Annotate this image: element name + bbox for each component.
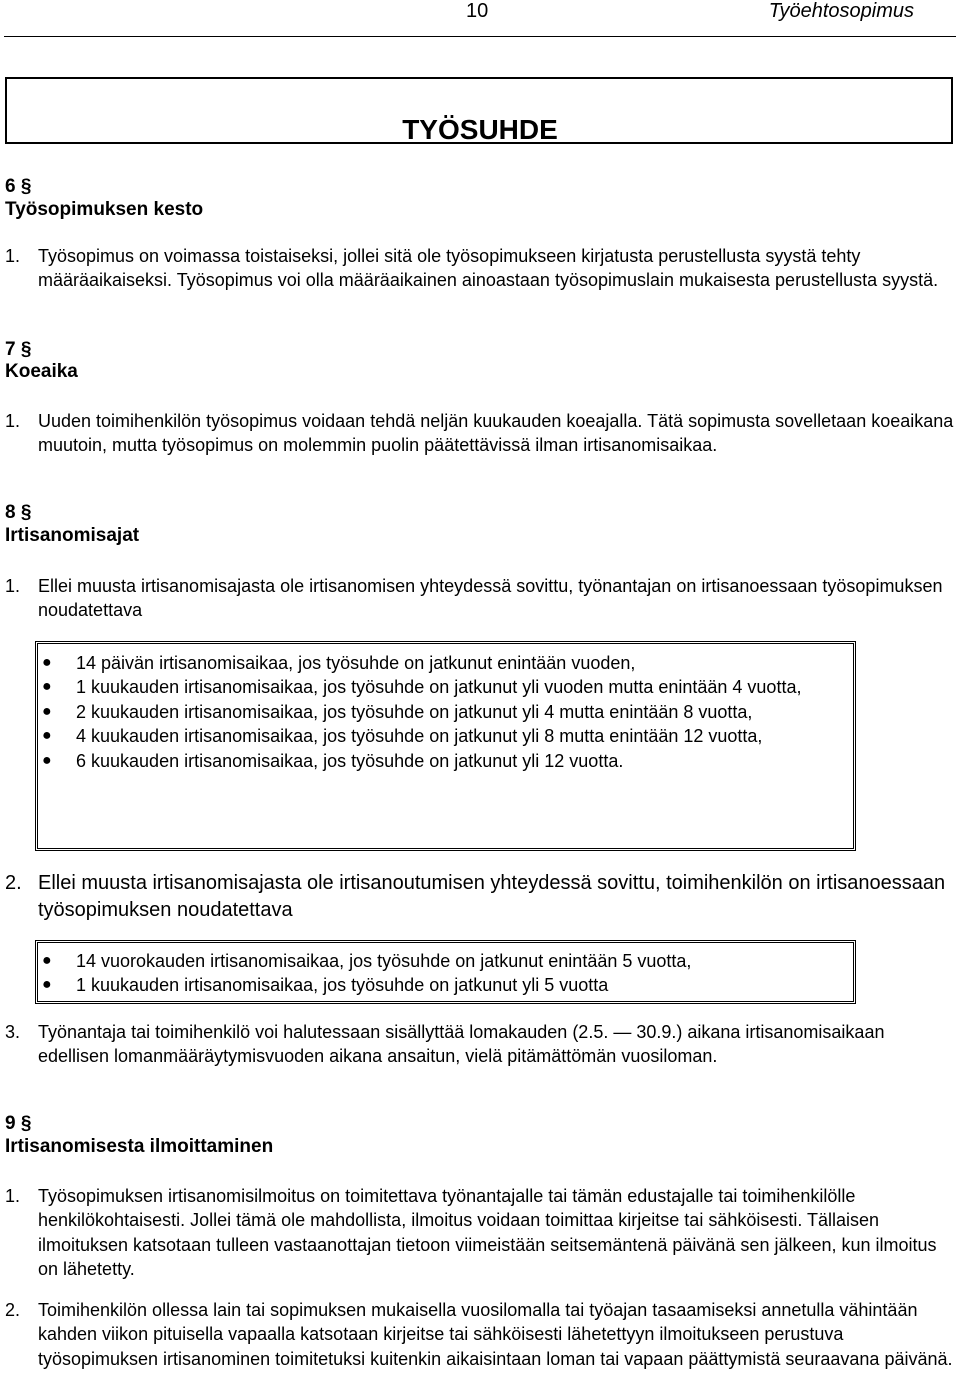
- section-7-title: Koeaika: [5, 361, 78, 382]
- section-8-title: Irtisanomisajat: [5, 525, 140, 546]
- chapter-title: TYÖSUHDE: [402, 114, 558, 145]
- list-item: ● 2 kuukauden irtisanomisaikaa, jos työsuhde on jatkunut yli 4 mutta enintään 8 vuotta,: [42, 700, 842, 724]
- bullet-icon: ●: [42, 678, 52, 696]
- notice-period-list-employee: [35, 940, 856, 1004]
- section-8-item-2-text: Ellei muusta irtisanomisajasta ole irtisanoutumisen yhteydessä sovittu, toimihenkilön on irtisanoessaan työsopimuksen noudatettava: [38, 872, 946, 921]
- bullet-icon: ●: [42, 976, 52, 994]
- bullet-icon: ●: [42, 727, 52, 745]
- section-6-item-1-number: 1.: [5, 246, 21, 266]
- section-6-title: Työsopimuksen kesto: [5, 199, 204, 220]
- bullet-icon: ●: [42, 654, 52, 671]
- document-title: Työehtosopimus: [768, 0, 914, 22]
- section-8-item-3-number: 3.: [5, 1022, 21, 1042]
- section-9-number: 9 §: [5, 1113, 32, 1134]
- section-6-number: 6 §: [5, 176, 32, 197]
- section-6-item-1-text: Työsopimus on voimassa toistaiseksi, jollei sitä ole työsopimukseen kirjatusta perustellusta syystä tehty määräaikaiseksi. Työsopimus voi olla määräaikainen ainoastaan työsopimuslain mukaisesta perustellusta syystä.: [38, 246, 939, 291]
- section-8-item-3-text: Työnantaja tai toimihenkilö voi halutessaan sisällyttää lomakauden (2.5. — 30.9.) aikana irtisanomisaikaan edellisen lomanmääräytymisvuoden aikana ansaitun, vielä pitämättömän vuosiloman.: [38, 1022, 885, 1067]
- list-item: ● 4 kuukauden irtisanomisaikaa, jos työsuhde on jatkunut yli 8 mutta enintään 12 vuotta,: [42, 724, 842, 748]
- section-8-item-1-text: Ellei muusta irtisanomisajasta ole irtisanomisen yhteydessä sovittu, työnantajan on irtisanoessaan työsopimuksen noudatettava: [38, 576, 943, 621]
- section-7-item-1-text: Uuden toimihenkilön työsopimus voidaan tehdä neljän kuukauden koeajalla. Tätä sopimusta sovelletaan koeaikana muutoin, mutta työsopimus on molemmin puolin päätettävissä ilman irtisanomisaikaa.: [38, 411, 954, 456]
- list-item: ● 14 päivän irtisanomisaikaa, jos työsuhde on jatkunut enintään vuoden,: [42, 651, 842, 675]
- list-item: ● 1 kuukauden irtisanomisaikaa, jos työsuhde on jatkunut yli 5 vuotta: [42, 973, 842, 997]
- section-9-item-2-text: Toimihenkilön ollessa lain tai sopimuksen mukaisella vuosilomalla tai työajan tasaamiseksi annetulla vähintään kahden viikon pituisella vapaalla katsotaan kirjeitse tai sähköisesti lähetettyyn ilmoitukseen perustuva työsopimuksen irtisanominen toimitetuksi kuitenkin aikaisintaan loman tai vapaan päättymistä seuraavana päivänä.: [38, 1300, 953, 1369]
- section-9-title: Irtisanomisesta ilmoittaminen: [5, 1136, 274, 1157]
- list-item: ● 6 kuukauden irtisanomisaikaa, jos työsuhde on jatkunut yli 12 vuotta.: [42, 749, 842, 773]
- list-item: ● 14 vuorokauden irtisanomisaikaa, jos työsuhde on jatkunut enintään 5 vuotta,: [42, 949, 842, 973]
- header-divider: [4, 36, 956, 37]
- page-number: 10: [466, 0, 489, 22]
- section-7-number: 7 §: [5, 339, 32, 360]
- notice-period-list-employer: [35, 641, 856, 851]
- section-9-item-1-text: Työsopimuksen irtisanomisilmoitus on toimitettava työnantajalle tai tämän edustajalle tai toimihenkilölle henkilökohtaisesti. Jollei tämä ole mahdollista, ilmoitus voidaan toimittaa kirjeitse tai sähköisesti. Tällaisen ilmoituksen katsotaan tulleen vastaanottajan tietoon viimeistään seitsemäntenä päivänä sen jälkeen, kun ilmoitus on lähetetty.: [38, 1186, 937, 1280]
- bullet-icon: ●: [42, 702, 52, 720]
- section-7-item-1-number: 1.: [5, 411, 21, 431]
- bullet-icon: ●: [42, 952, 52, 969]
- section-8-item-2-number: 2.: [5, 872, 22, 894]
- section-9-item-1-number: 1.: [5, 1186, 21, 1206]
- bullet-icon: ●: [42, 751, 52, 769]
- section-9-item-2-number: 2.: [5, 1300, 21, 1320]
- list-item: ● 1 kuukauden irtisanomisaikaa, jos työsuhde on jatkunut yli vuoden mutta enintään 4 vuotta,: [42, 675, 842, 699]
- section-8-number: 8 §: [5, 502, 32, 523]
- section-8-item-1-number: 1.: [5, 576, 21, 596]
